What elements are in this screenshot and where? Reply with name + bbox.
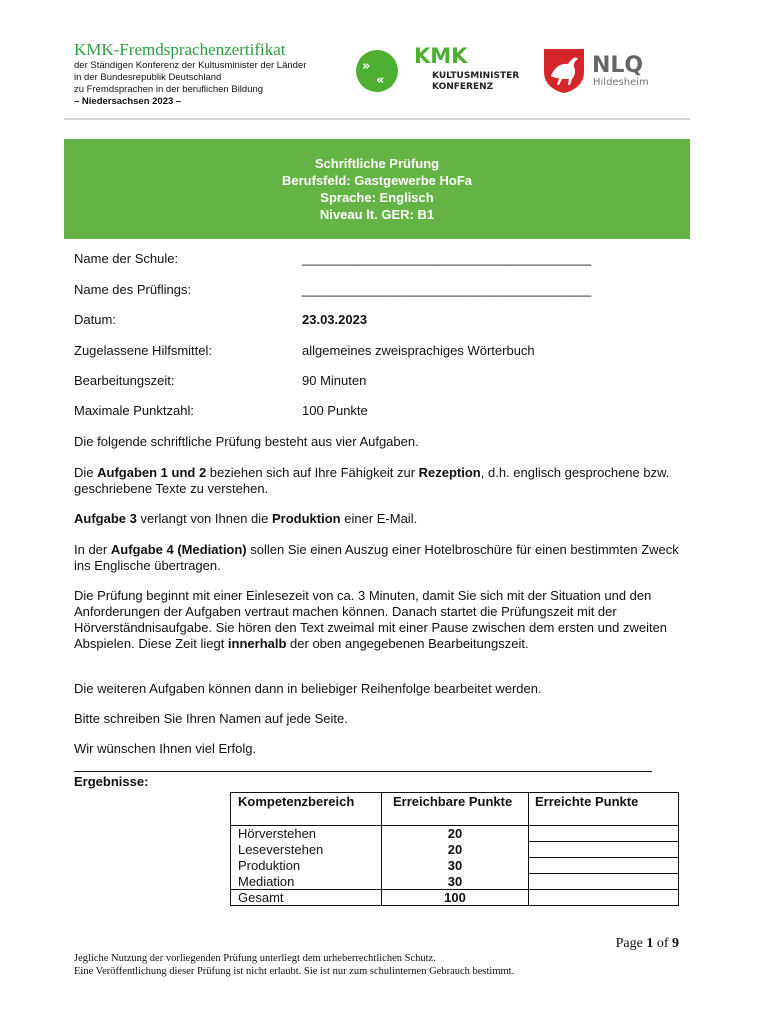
- kmk-logo: [356, 44, 520, 96]
- info-label-duration: Bearbeitungszeit:: [74, 373, 175, 388]
- table-row-area: Hörverstehen: [238, 826, 317, 841]
- info-label-date: Datum:: [74, 312, 116, 327]
- copyright-notice-2: Eine Veröffentlichung dieser Prüfung ist nicht erlaubt. Sie ist nur zum schulinternen Gebrauch bestimmt.: [74, 966, 515, 977]
- achieved-points-total-cell[interactable]: [530, 890, 677, 905]
- svg-text:Hildesheim: Hildesheim: [593, 77, 649, 88]
- results-heading: Ergebnisse:: [74, 774, 149, 789]
- banner-line-level: Niveau lt. GER: B1: [319, 207, 435, 222]
- svg-text:»: »: [362, 59, 371, 74]
- svg-text:KULTUSMINISTER: KULTUSMINISTER: [432, 71, 520, 81]
- procedure-paragraph: Die Prüfung beginnt mit einer Einlesezeit von ca. 3 Minuten, damit Sie sich mit der Situation und den Anforderungen der Aufgaben vertraut machen können. Danach startet die Prüfungszeit mit der Hörverständnisaufgabe. Sie hören den Text zweimal mit einer Pause zwischen dem ersten und zweiten Abspielen. Diese Zeit liegt innerhalb der oben angegebenen Bearbeitungszeit.: [74, 588, 668, 651]
- table-row-area: Produktion: [238, 858, 301, 873]
- table-row-points-total: 100: [444, 890, 466, 905]
- subtitle-line-1: der Ständigen Konferenz der Kultusminister der Länder: [74, 60, 307, 71]
- info-label-aids: Zugelassene Hilfsmittel:: [74, 343, 212, 358]
- info-label-student: Name des Prüflings:: [74, 282, 192, 297]
- svg-text:NLQ: NLQ: [592, 53, 644, 78]
- info-label-school: Name der Schule:: [74, 251, 179, 266]
- banner-line-exam: Schriftliche Prüfung: [314, 156, 440, 171]
- achieved-points-cell[interactable]: [530, 842, 677, 857]
- kmk-logo-graphic: [356, 44, 520, 96]
- table-row-points: 20: [447, 826, 463, 841]
- svg-text:KMK: KMK: [414, 44, 468, 68]
- reception-paragraph: Die Aufgaben 1 und 2 beziehen sich auf Ihre Fähigkeit zur Rezeption, d.h. englisch gesprochene bzw. geschriebene Texte zu verstehen.: [74, 465, 670, 496]
- header-divider: [64, 118, 690, 120]
- subtitle-line-3: zu Fremdsprachen in der beruflichen Bildung: [74, 84, 264, 95]
- exam-banner: [64, 139, 690, 239]
- achieved-points-cell[interactable]: [530, 858, 677, 873]
- nlq-logo-graphic: [542, 46, 662, 94]
- intro-paragraph: Die folgende schriftliche Prüfung besteht aus vier Aufgaben.: [74, 434, 419, 449]
- table-row-points: 30: [447, 858, 463, 873]
- banner-line-field: Berufsfeld: Gastgewerbe HoFa: [282, 173, 472, 188]
- achieved-points-cell[interactable]: [530, 826, 677, 841]
- info-value-max-points: 100 Punkte: [302, 403, 368, 418]
- banner-line-language: Sprache: Englisch: [320, 190, 434, 205]
- nlq-logo: [542, 46, 662, 94]
- info-label-max-points: Maximale Punktzahl:: [74, 403, 194, 418]
- copyright-notice-1: Jegliche Nutzung der vorliegenden Prüfung unterliegt dem urheberrechtlichen Schutz.: [74, 953, 436, 964]
- column-header-max-points: Erreichbare Punkte: [393, 794, 513, 809]
- certificate-title: KMK-Fremdsprachenzertifikat: [74, 40, 286, 59]
- table-border-top: [230, 792, 679, 793]
- student-name-field[interactable]: ________________________________________: [302, 282, 592, 297]
- info-value-date: 23.03.2023: [302, 312, 368, 327]
- table-row-area: Leseverstehen: [238, 842, 324, 857]
- achieved-points-cell[interactable]: [530, 874, 677, 889]
- table-row-area-total: Gesamt: [238, 890, 284, 905]
- column-header-area: Kompetenzbereich: [238, 794, 355, 809]
- production-paragraph: Aufgabe 3 verlangt von Ihnen die Produktion einer E-Mail.: [74, 511, 418, 526]
- svg-text:KONFERENZ: KONFERENZ: [432, 82, 494, 92]
- good-luck-text: Wir wünschen Ihnen viel Erfolg.: [74, 741, 257, 756]
- page-number: Page 1 of 9: [615, 936, 679, 951]
- school-name-field[interactable]: ________________________________________: [302, 251, 592, 266]
- table-border-bottom: [230, 905, 679, 906]
- table-row-points: 20: [447, 842, 463, 857]
- name-instruction: Bitte schreiben Sie Ihren Namen auf jede Seite.: [74, 711, 348, 726]
- subtitle-line-4: – Niedersachsen 2023 –: [74, 96, 182, 107]
- svg-text:«: «: [376, 73, 385, 88]
- table-row-points: 30: [447, 874, 463, 889]
- table-row-area: Mediation: [238, 874, 295, 889]
- column-header-achieved: Erreichte Punkte: [535, 794, 639, 809]
- subtitle-line-2: in der Bundesrepublik Deutschland: [74, 72, 222, 83]
- order-paragraph: Die weiteren Aufgaben können dann in beliebiger Reihenfolge bearbeitet werden.: [74, 681, 542, 696]
- results-divider: [74, 771, 652, 772]
- info-value-aids: allgemeines zweisprachiges Wörterbuch: [302, 343, 535, 358]
- mediation-paragraph: In der Aufgabe 4 (Mediation) sollen Sie einen Auszug einer Hotelbroschüre für einen bestimmten Zweck ins Englische übertragen.: [74, 542, 679, 573]
- results-table: [230, 792, 679, 906]
- info-value-duration: 90 Minuten: [302, 373, 367, 388]
